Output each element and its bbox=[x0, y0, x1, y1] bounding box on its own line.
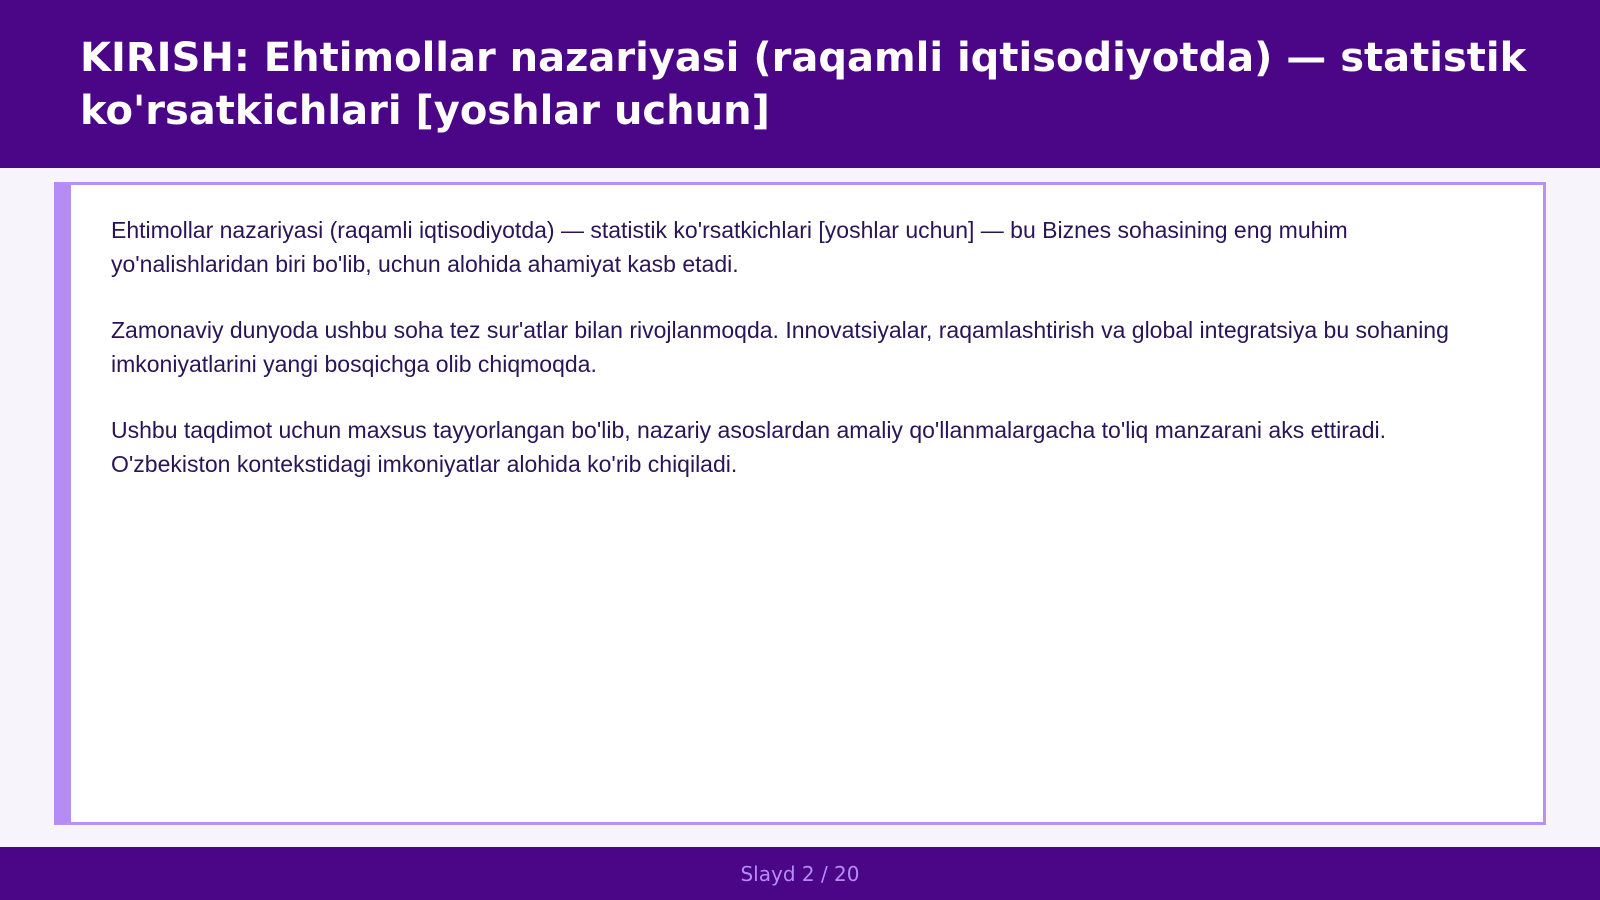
content-card bbox=[54, 182, 1546, 825]
paragraph-modern-world: Zamonaviy dunyoda ushbu soha tez sur'atlar bilan rivojlanmoqda. Innovatsiyalar, raqamlashtirish va global integratsiya bu sohaning imkoniyatlarini yangi bosqichga olib chiqmoqda. bbox=[111, 317, 1449, 377]
slide-header bbox=[0, 0, 1600, 168]
paragraph-presentation: Ushbu taqdimot uchun maxsus tayyorlangan bo'lib, nazariy asoslardan amaliy qo'llanmalargacha to'liq manzarani aks ettiradi. O'zbekiston kontekstidagi imkoniyatlar alohida ko'rib chiqiladi. bbox=[111, 417, 1387, 477]
slide-counter: Slayd 2 / 20 bbox=[740, 861, 860, 886]
paragraph-intro: Ehtimollar nazariyasi (raqamli iqtisodiyotda) — statistik ko'rsatkichlari [yoshlar uchun] — bu Biznes sohasining eng muhim yo'nalishlaridan biri bo'lib, uchun alohida ahamiyat kasb etadi. bbox=[111, 217, 1348, 277]
slide-title: KIRISH: Ehtimollar nazariyasi (raqamli iqtisodiyotda) — statistik ko'rsatkichlari [yoshlar uchun] bbox=[80, 35, 1527, 134]
slide-footer bbox=[0, 847, 1600, 900]
